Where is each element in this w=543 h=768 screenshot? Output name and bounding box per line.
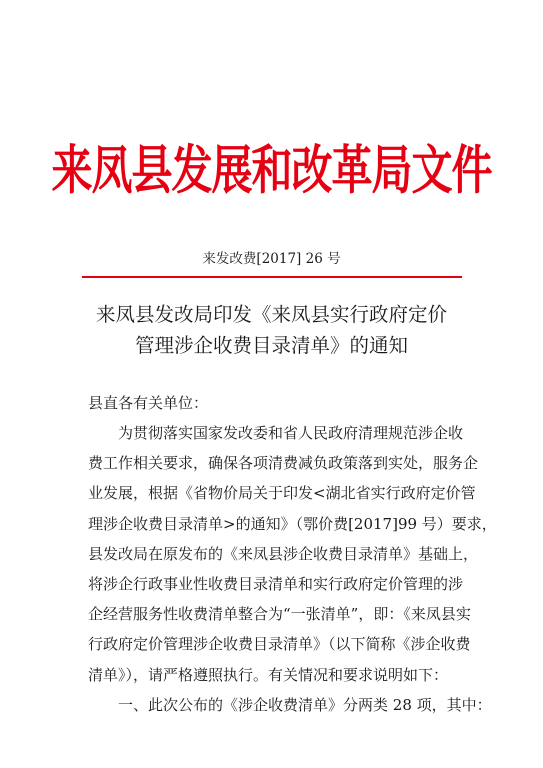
body-line: 县发改局在原发布的《来凤县涉企收费目录清单》基础上， [88,544,479,563]
body-line: 业发展，根据《省物价局关于印发<湖北省实行政府定价管 [88,484,476,503]
document-title-line-2: 管理涉企收费目录清单》的通知 [134,334,408,357]
body-line: 费工作相关要求，确保各项清费减负政策落到实处，服务企 [88,454,479,473]
masthead-title: 来凤县发展和改革局文件 [51,139,492,201]
body-line: 企经营服务性收费清单整合为“一张清单”，即：《来凤县实 [88,605,471,624]
red-divider-line [82,276,462,278]
addressee: 县直各有关单位： [88,394,209,412]
document-number: 来发改费[2017] 26 号 [202,251,341,267]
body-line: 将涉企行政事业性收费目录清单和实行政府定价管理的涉 [88,575,464,594]
body-line: 一、此次公布的《涉企收费清单》分两类 28 项，其中： [118,695,492,714]
body-text [88,418,497,720]
body-line: 行政府定价管理涉企收费目录清单》（以下简称《涉企收费 [88,635,471,654]
document-title [0,299,543,361]
document-title-line-1: 来凤县发改局印发《来凤县实行政府定价 [95,303,447,326]
body-line: 为贯彻落实国家发改委和省人民政府清理规范涉企收 [118,424,464,442]
body-line: 清单》），请严格遵照执行。有关情况和要求说明如下： [88,665,449,684]
body-line: 理涉企收费目录清单>的通知》（鄂价费[2017]99 号）要求， [88,514,497,533]
